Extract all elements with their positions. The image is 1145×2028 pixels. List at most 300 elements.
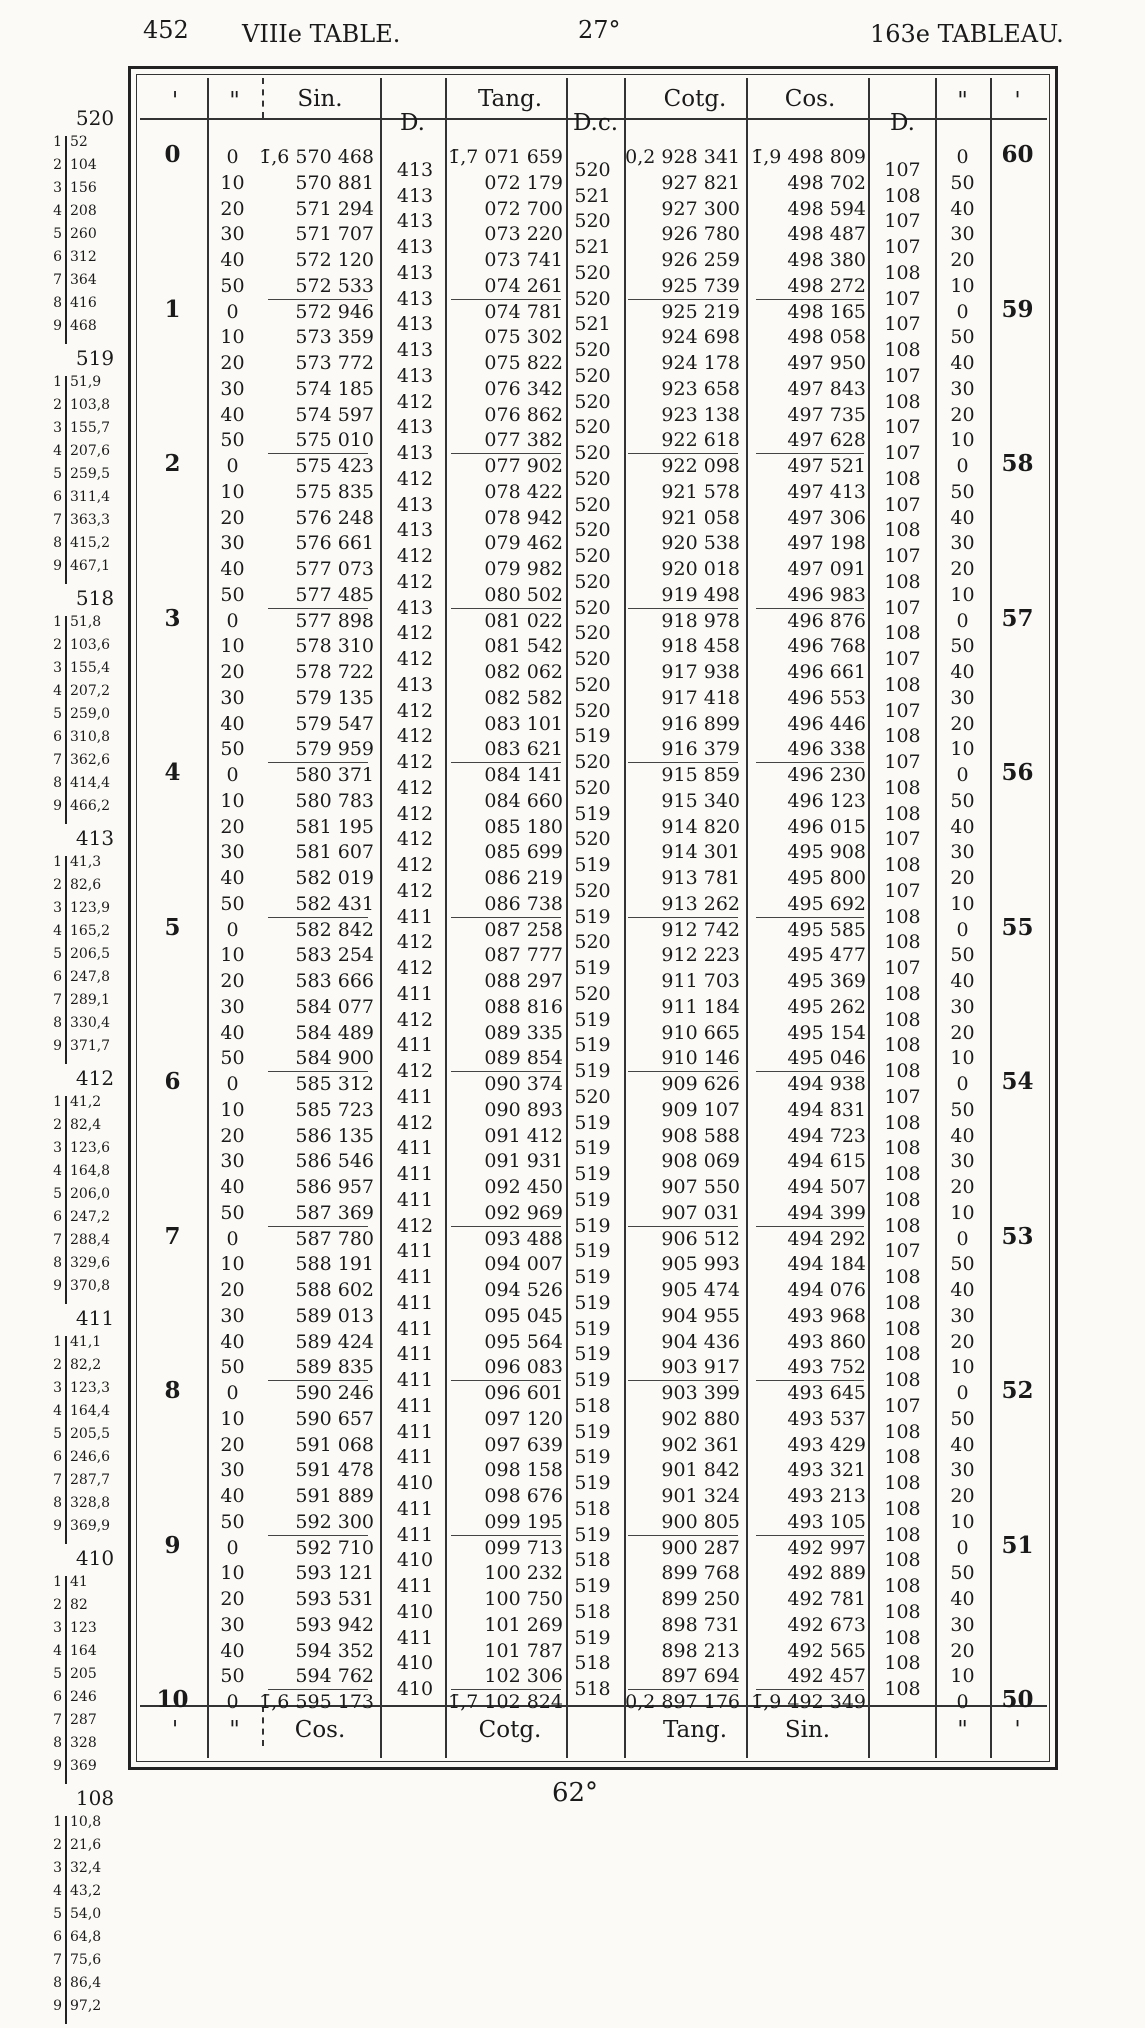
row-cos: 495 908 [787,841,866,864]
row-cos: 494 615 [787,1150,866,1173]
pp-row-index: 5 [53,1186,62,1202]
row-sin: 591 889 [295,1485,374,1507]
row-cotg: 907 031 [661,1201,740,1224]
d-cos-value: 107 [884,442,921,465]
row-cotg: 914 301 [661,841,740,864]
row-second: 30 [220,223,245,246]
d-cos-value: 108 [884,519,921,542]
d-cos-value: 107 [884,416,921,439]
pp-row [50,1357,120,1380]
pp-row-index: 1 [53,1334,62,1350]
d-tang-value: 520 [574,622,611,645]
row-right-second: 30 [950,532,975,555]
pp-row-index: 1 [53,1814,62,1830]
pp-row-value: 362,6 [70,752,111,768]
d-sin-value: 411 [396,1137,434,1160]
row-sin: 1̄,6 595 173 [259,1691,374,1713]
row-tang: 077 902 [484,455,563,477]
row-cos: 495 262 [787,995,866,1018]
row-right-second: 30 [950,1304,975,1327]
row-second: 40 [220,249,245,271]
pp-row [50,946,120,969]
row-sin: 573 772 [295,352,374,374]
row-cotg: 901 324 [661,1485,740,1507]
d-tang-value: 521 [574,184,611,207]
row-cotg: 927 300 [661,197,740,220]
cos-d-divider [868,78,870,1758]
row-sin: 575 835 [295,480,374,503]
d-tang-value: 518 [574,1497,611,1520]
col-footer-tang: Tang. [662,1717,728,1743]
d-tang-value: 519 [574,1163,611,1186]
degree-title: 27° [578,16,621,44]
row-second: 30 [220,1459,245,1482]
d-tang-value: 520 [574,364,611,387]
row-sin: 575 010 [295,429,374,452]
row-right-minute: 54 [1001,1068,1034,1095]
pp-row-index: 3 [53,1620,62,1636]
pp-row-index: 9 [53,1038,62,1054]
pp-row [50,1140,120,1163]
row-tang: 096 601 [484,1382,563,1404]
pp-row [50,992,120,1015]
d-tang-value: 520 [574,699,611,722]
d-sin-value: 412 [396,390,434,413]
row-cotg: 898 213 [661,1639,740,1662]
d-tang-value: 520 [574,570,611,593]
pp-row-value: 155,7 [70,420,111,436]
pp-row-value: 86,4 [70,1975,102,1991]
pp-block [50,826,120,1068]
row-right-second: 10 [950,892,975,915]
pp-row [50,489,120,512]
row-second: 10 [220,635,245,658]
row-cotg: 921 058 [661,506,740,529]
row-minute: 2 [164,450,181,477]
d-tang-value: 520 [574,648,611,671]
pp-block [50,1306,120,1548]
d-cos-value: 108 [884,1008,921,1031]
row-second: 10 [220,1253,245,1276]
pp-row-index: 4 [53,1403,62,1419]
pp-row-index: 3 [53,1140,62,1156]
row-sin: 572 533 [295,274,374,297]
pp-row-value: 206,0 [70,1186,111,1202]
row-sin: 584 077 [295,995,374,1018]
pp-row-value: 205,5 [70,1426,111,1442]
d-tang-value: 518 [574,1600,611,1623]
d-tang-value: 520 [574,493,611,516]
row-sin: 577 898 [295,609,374,632]
row-second: 0 [226,455,239,477]
row-tang: 088 297 [484,970,563,992]
row-sin: 582 019 [295,867,374,889]
row-cotg: 903 399 [661,1382,740,1404]
d-sin-value: 411 [396,1343,434,1366]
d-tang-value: 520 [574,776,611,799]
d-sin-value: 411 [396,1497,434,1520]
pp-row-index: 1 [53,134,62,150]
d-cos-value: 108 [884,1600,921,1623]
d-sin-value: 412 [396,828,434,851]
row-tang: 100 750 [484,1588,563,1610]
d-cos-value: 107 [884,699,921,722]
row-sin: 572 120 [295,249,374,271]
row-right-second: 50 [950,171,975,194]
row-tang: 077 382 [484,429,563,452]
row-second: 10 [220,789,245,812]
pp-row [50,397,120,420]
row-cotg: 909 107 [661,1098,740,1121]
row-right-minute: 55 [1001,913,1034,941]
d-tang-value: 520 [574,751,611,774]
row-right-second: 0 [956,918,969,941]
row-sin: 586 135 [295,1124,374,1147]
row-minute: 7 [164,1222,181,1250]
d-sin-value: 413 [396,236,434,259]
pp-row [50,1038,120,1061]
row-second: 50 [220,1047,245,1070]
pp-block-value: 518 [75,586,115,610]
row-cos: 497 628 [787,429,866,452]
row-right-second: 20 [950,558,975,580]
pp-row [50,1712,120,1735]
row-cotg: 916 379 [661,738,740,761]
row-cotg: 908 588 [661,1124,740,1147]
row-cos: 498 165 [787,300,866,323]
pp-row [50,1472,120,1495]
row-sin: 584 489 [295,1021,374,1044]
pp-row-value: 468 [70,318,97,334]
row-cos: 495 046 [787,1047,866,1070]
row-sin: 593 942 [295,1613,374,1636]
row-cotg: 0,2 897 176 [625,1691,740,1713]
d-cos-value: 108 [884,1188,921,1211]
pp-row [50,535,120,558]
row-right-second: 10 [950,429,975,452]
pp-row [50,1860,120,1883]
row-right-second: 10 [950,1665,975,1688]
row-sin: 576 248 [295,506,374,529]
pp-row [50,1643,120,1666]
row-cotg: 913 781 [661,867,740,889]
d-cos-value: 108 [884,673,921,696]
row-sin: 592 300 [295,1510,374,1533]
d-sin-value: 412 [396,699,434,722]
d-cos-value: 108 [884,261,921,284]
pp-row-value: 52 [70,134,88,150]
row-right-second: 20 [950,1021,975,1044]
row-sin: 593 121 [295,1562,374,1585]
row-tang: 090 374 [484,1073,563,1095]
pp-row-value: 51,8 [70,614,102,630]
row-cotg: 901 842 [661,1459,740,1482]
pp-row-index: 6 [53,249,62,265]
pp-row [50,374,120,397]
d-cos-value: 108 [884,1472,921,1495]
d-sin-value: 411 [396,1085,434,1108]
pp-row-value: 41,3 [70,854,102,870]
pp-block [50,1066,120,1308]
row-second: 50 [220,429,245,452]
d-tang-value: 520 [574,416,611,439]
row-sin: 590 246 [295,1382,374,1404]
d-sin-value: 412 [396,751,434,774]
d-tang-value: 521 [574,313,611,336]
row-right-second: 20 [950,249,975,271]
row-sin: 585 723 [295,1098,374,1121]
row-second: 40 [220,558,245,580]
row-tang: 074 261 [484,274,563,297]
d-sin-value: 411 [396,982,434,1005]
pp-row [50,1209,120,1232]
row-right-minute: 52 [1001,1377,1034,1404]
row-cos: 492 889 [787,1562,866,1585]
pp-row [50,1334,120,1357]
row-cotg: 925 739 [661,274,740,297]
d-cos-value: 108 [884,622,921,645]
d-cos-value: 107 [884,364,921,387]
pp-row-index: 3 [53,1380,62,1396]
pp-row [50,637,120,660]
pp-row-index: 5 [53,1666,62,1682]
table-title: VIIIe TABLE. [242,20,401,48]
row-cos: 493 752 [787,1356,866,1379]
d-tang-value: 520 [574,828,611,851]
row-cos: 498 058 [787,326,866,349]
row-tang: 078 422 [484,480,563,503]
pp-row [50,1837,120,1860]
row-cos: 497 950 [787,352,866,374]
row-tang: 095 045 [484,1304,563,1327]
pp-row-index: 9 [53,798,62,814]
row-tang: 102 306 [484,1665,563,1688]
d-cos-value: 108 [884,1420,921,1443]
pp-block-value: 411 [75,1306,115,1330]
row-cotg: 899 768 [661,1562,740,1585]
pp-row-index: 1 [53,614,62,630]
row-tang: 081 022 [484,609,563,632]
row-tang: 082 062 [484,661,563,683]
row-tang: 086 219 [484,867,563,889]
row-sin: 579 547 [295,712,374,735]
d-sin-value: 412 [396,1111,434,1134]
pp-block-value: 410 [75,1546,115,1570]
d-tang-value: 520 [574,210,611,233]
pp-row [50,1597,120,1620]
row-sin: 576 661 [295,532,374,555]
d-cos-value: 108 [884,1497,921,1520]
pp-row-index: 4 [53,683,62,699]
row-sin: 578 722 [295,661,374,683]
d-cos-value: 107 [884,493,921,516]
pp-row-value: 41 [70,1574,88,1590]
row-second: 40 [220,1639,245,1662]
row-sin: 588 602 [295,1279,374,1301]
d-sin-value: 411 [396,1420,434,1443]
pp-row-value: 371,7 [70,1038,111,1054]
d-sin-value: 413 [396,339,434,362]
d-tang-value: 519 [574,1317,611,1340]
row-second: 30 [220,1613,245,1636]
pp-row-value: 247,2 [70,1209,111,1225]
pp-row-value: 103,6 [70,637,111,653]
pp-row [50,1426,120,1449]
pp-row-value: 165,2 [70,923,111,939]
pp-row [50,1232,120,1255]
pp-row-value: 328 [70,1735,97,1751]
row-second: 30 [220,995,245,1018]
d-tang-value: 520 [574,931,611,954]
pp-row [50,923,120,946]
row-cotg: 914 820 [661,815,740,838]
pp-row [50,775,120,798]
pp-row-value: 363,3 [70,512,111,528]
row-minute: 0 [164,141,181,168]
row-second: 20 [220,506,245,529]
pp-row-value: 82,4 [70,1117,102,1133]
pp-row [50,203,120,226]
d-tang-value: 520 [574,390,611,413]
pp-row-value: 123 [70,1620,97,1636]
row-right-second: 30 [950,686,975,709]
pp-row-index: 8 [53,535,62,551]
row-cos: 496 230 [787,764,866,786]
row-right-second: 0 [956,1382,969,1404]
pp-row [50,318,120,341]
col-header-cos: Cos. [784,86,836,112]
row-cotg: 907 550 [661,1176,740,1198]
row-minute: 5 [164,913,181,941]
row-second: 30 [220,686,245,709]
row-cotg: 904 436 [661,1330,740,1353]
row-right-second: 40 [950,1124,975,1147]
row-cotg: 918 978 [661,609,740,632]
row-right-second: 50 [950,635,975,658]
pp-row-index: 6 [53,729,62,745]
row-cotg: 924 178 [661,352,740,374]
row-cotg: 898 731 [661,1613,740,1636]
row-sin: 587 780 [295,1227,374,1250]
pp-row [50,1952,120,1975]
d-sin-value: 411 [396,1523,434,1546]
d-tang-value: 520 [574,673,611,696]
pp-row-index: 5 [53,466,62,482]
row-sin: 1̄,6 570 468 [259,146,374,168]
row-sin: 582 842 [295,918,374,941]
row-tang: 090 893 [484,1098,563,1121]
row-tang: 073 741 [484,249,563,271]
pp-row-value: 259,5 [70,466,111,482]
pp-row-index: 3 [53,900,62,916]
d-cos-value: 108 [884,1549,921,1572]
pp-row-value: 414,4 [70,775,111,791]
row-cos: 497 843 [787,377,866,400]
row-cotg: 923 138 [661,403,740,426]
pp-row-value: 54,0 [70,1906,102,1922]
row-sin: 586 957 [295,1176,374,1198]
row-tang: 098 676 [484,1485,563,1507]
pp-row [50,1574,120,1597]
pp-row-index: 3 [53,180,62,196]
pp-row-value: 369,9 [70,1518,111,1534]
pp-row-index: 3 [53,420,62,436]
row-right-minute: 58 [1001,450,1034,477]
row-sin: 582 431 [295,892,374,915]
row-sin: 589 424 [295,1330,374,1353]
row-second: 50 [220,1356,245,1379]
d-cos-value: 107 [884,957,921,980]
pp-row [50,420,120,443]
row-cotg: 911 703 [661,970,740,992]
d-cos-value: 108 [884,1291,921,1314]
row-cos: 496 015 [787,815,866,838]
row-cos: 492 565 [787,1639,866,1662]
row-cos: 494 399 [787,1201,866,1224]
col-header-sec: " [229,88,240,114]
row-cotg: 915 859 [661,764,740,786]
row-cos: 493 429 [787,1433,866,1456]
row-sin: 580 371 [295,764,374,786]
pp-row-index: 5 [53,1426,62,1442]
pp-row [50,1906,120,1929]
d-sin-value: 410 [396,1652,434,1675]
row-right-second: 50 [950,944,975,967]
pp-row-value: 75,6 [70,1952,102,1968]
d-sin-value: 410 [396,1678,434,1701]
row-cos: 495 154 [787,1021,866,1044]
row-cos: 495 369 [787,970,866,992]
row-tang: 081 542 [484,635,563,658]
d-sin-value: 413 [396,442,434,465]
d-sin-value: 411 [396,1575,434,1598]
pp-row-index: 3 [53,1860,62,1876]
pp-row-index: 8 [53,1495,62,1511]
row-tang: 101 269 [484,1613,563,1636]
row-sin: 571 294 [295,197,374,220]
row-sin: 587 369 [295,1201,374,1224]
pp-row [50,466,120,489]
pp-row-index: 5 [53,1906,62,1922]
row-cos: 492 457 [787,1665,866,1688]
row-cos: 493 968 [787,1304,866,1327]
d-sin-value: 411 [396,1163,434,1186]
d-cos-value: 107 [884,751,921,774]
pp-row-index: 5 [53,226,62,242]
d-tang-value: 520 [574,261,611,284]
row-right-second: 20 [950,867,975,889]
row-second: 40 [220,867,245,889]
row-cos: 493 321 [787,1459,866,1482]
row-second: 40 [220,712,245,735]
row-sin: 594 352 [295,1639,374,1662]
sin-d-divider [380,78,382,1758]
pp-row-value: 104 [70,157,97,173]
row-second: 10 [220,171,245,194]
pp-row-index: 8 [53,1975,62,1991]
row-cotg: 903 917 [661,1356,740,1379]
pp-row-value: 41,2 [70,1094,102,1110]
row-tang: 083 101 [484,712,563,735]
d-tang-value: 521 [574,236,611,259]
pp-row-index: 7 [53,272,62,288]
row-right-second: 40 [950,1433,975,1456]
pp-row-value: 246,6 [70,1449,111,1465]
row-cos: 498 702 [787,171,866,194]
row-right-second: 50 [950,789,975,812]
row-cos: 496 876 [787,609,866,632]
pp-row [50,660,120,683]
